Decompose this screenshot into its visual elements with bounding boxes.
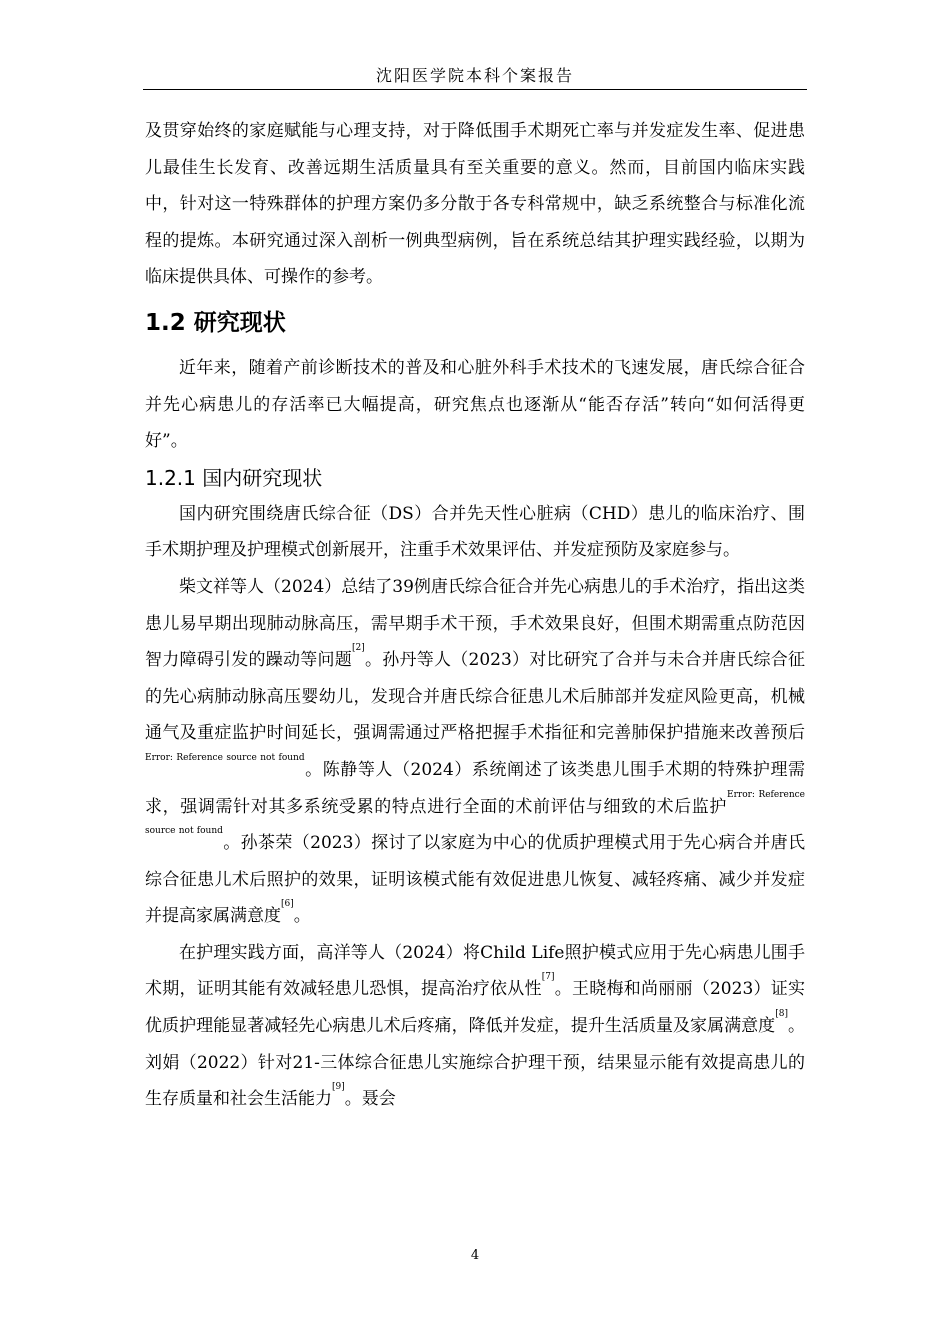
section-number: 1.2 — [145, 309, 186, 336]
text-run: 。刘娟（2022）针对21-三体综合征患儿实施综合护理干预，结果显示能有效提高患儿的生存质量和社会生活能力 — [145, 1016, 806, 1110]
intro-paragraph: 及贯穿始终的家庭赋能与心理支持，对于降低围手术期死亡率与并发症发生率、促进患儿最佳生长发育、改善远期生活质量具有至关重要的意义。然而，目前国内临床实践中，针对这一特殊群体的护理方案仍多分散于各专科常规中，缺乏系统整合与标准化流程的提炼。本研究通过深入剖析一例典型病例，旨在系统总结其护理实践经验，以期为临床提供具体、可操作的参考。 — [145, 121, 805, 288]
text-run: 在护理实践方面，高洋等人（2024）将Child Life照护模式应用于先心病患儿围手术期，证明其能有效减轻患儿恐惧，提高治疗依从性 — [145, 942, 805, 1000]
document-body — [145, 113, 805, 1118]
citation: [7] — [541, 972, 555, 983]
reference-error: Error: Reference source not found — [145, 752, 305, 763]
domestic-overview-paragraph: 国内研究围绕唐氏综合征（DS）合并先天性心脏病（CHD）患儿的临床治疗、围手术期护理及护理模式创新展开，注重手术效果评估、并发症预防及家庭参与。 — [145, 503, 805, 561]
text-run: 。孙茶荣（2023）探讨了以家庭为中心的优质护理模式用于先心病合并唐氏综合征患儿术后照护的效果，证明该模式能有效促进患儿恢复、减轻疼痛、减少并发症并提高家属满意度 — [145, 833, 805, 927]
text-run: 柴文祥等人（2024）总结了39例唐氏综合征合并先心病患儿的手术治疗，指出这类患儿易早期出现肺动脉高压，需早期手术干预，手术效果良好，但围术期需重点防范因智力障碍引发的躁动等问题 — [145, 576, 805, 671]
text-run: 。 — [293, 906, 311, 927]
page-header-title: 沈阳医学院本科个案报告 — [375, 66, 574, 85]
reference-error: Error: Reference source not found — [145, 789, 806, 837]
text-run: 。孙丹等人（2023）对比研究了合并与未合并唐氏综合征的先心病肺动脉高压婴幼儿，发现合并唐氏综合征患儿术后肺部并发症风险更高，机械通气及重症监护时间延长，强调需通过严格把握手术指征和完善肺保护措施来改善预后 — [145, 650, 806, 744]
citation: [6] — [281, 899, 294, 910]
subsection-number: 1.2.1 — [145, 465, 196, 490]
section-1-2-paragraph: 近年来，随着产前诊断技术的普及和心脏外科手术技术的飞速发展，唐氏综合征合并先心病患儿的存活率已大幅提高，研究焦点也逐渐从“能否存活”转向“如何活得更好”。 — [145, 357, 805, 452]
page-number: 4 — [470, 1248, 480, 1263]
text-run: 。聂会 — [344, 1089, 396, 1110]
section-heading-1-2 — [145, 300, 805, 346]
citation: [9] — [332, 1082, 345, 1093]
text-run: 。王晓梅和尚丽丽（2023）证实优质护理能显著减轻先心病患儿术后疼痛，降低并发症，提升生活质量及家属满意度 — [145, 979, 806, 1037]
text-run: 。陈静等人（2024）系统阐述了该类患儿围手术期的特殊护理需求，强调需针对其多系统受累的特点进行全面的术前评估与细致的术后监护 — [145, 759, 806, 817]
citation: [2] — [352, 643, 365, 654]
domestic-studies-paragraph — [145, 569, 805, 935]
nursing-practice-paragraph — [145, 935, 805, 1118]
subsection-title: 国内研究现状 — [202, 465, 323, 490]
subsection-heading-1-2-1 — [145, 460, 805, 496]
section-title: 研究现状 — [193, 309, 286, 336]
header-rule — [143, 89, 807, 90]
citation: [8] — [775, 1009, 788, 1020]
